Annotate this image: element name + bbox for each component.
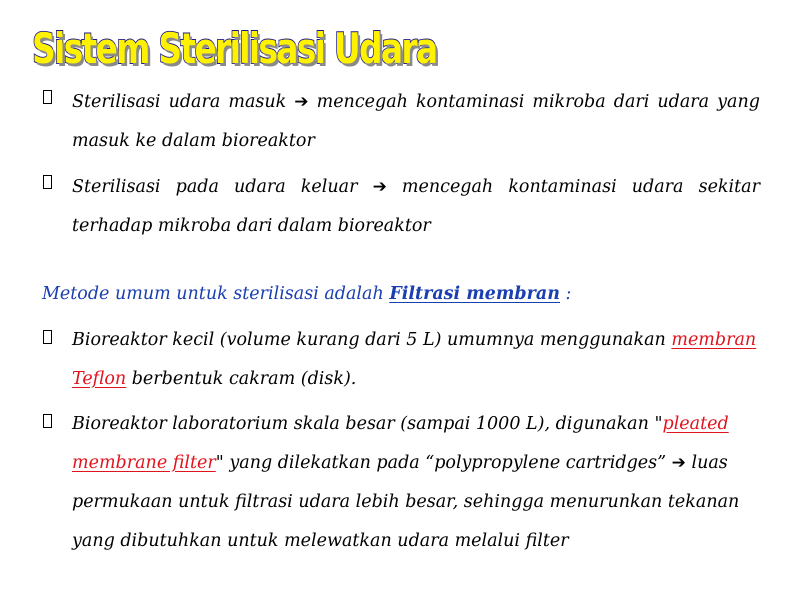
bullet-item-4-rest: luas permukaan untuk filtrasi udara lebih besar, sehingga menurunkan tekanan yang dibutuhkan untuk melewatkan udara melalui filter bbox=[72, 453, 740, 551]
square-bullet-icon bbox=[42, 414, 56, 430]
method-lead: Metode umum untuk sterilisasi adalah bbox=[42, 284, 384, 304]
bullet-item-3-rest: berbentuk cakram (disk). bbox=[131, 369, 357, 389]
bullet-item-2 bbox=[72, 168, 760, 246]
bullet-item-1 bbox=[72, 83, 760, 161]
teflon-membrane-highlight: membran Teflon bbox=[72, 330, 757, 389]
square-bullet-icon bbox=[42, 175, 56, 191]
bullet-item-4-mid: " yang dilekatkan pada “polypropylene cartridges” bbox=[215, 453, 667, 473]
method-colon: : bbox=[565, 284, 572, 304]
right-arrow-icon: ➔ bbox=[294, 92, 309, 112]
slide-title: Sistem Sterilisasi Udara bbox=[32, 25, 437, 74]
bullet-item-3 bbox=[72, 321, 762, 399]
square-bullet-icon bbox=[42, 330, 56, 346]
bullet-item-4-lead: Bioreaktor laboratorium skala besar (sampai 1000 L), digunakan " bbox=[72, 414, 663, 434]
bullet-item-1-rest: mencegah kontaminasi mikroba dari udara yang masuk ke dalam bioreaktor bbox=[72, 92, 760, 151]
square-bullet-icon bbox=[42, 90, 56, 106]
bullet-item-2-rest: mencegah kontaminasi udara sekitar terhadap mikroba dari dalam bioreaktor bbox=[72, 177, 760, 236]
bullet-item-3-lead: Bioreaktor kecil (volume kurang dari 5 L) umumnya menggunakan bbox=[72, 330, 666, 350]
bullet-item-4 bbox=[72, 405, 772, 561]
method-line bbox=[42, 275, 762, 314]
right-arrow-icon: ➔ bbox=[671, 453, 686, 473]
filtration-highlight: Filtrasi membran bbox=[389, 284, 560, 304]
bullet-item-2-lead: Sterilisasi pada udara keluar bbox=[72, 177, 358, 197]
pleated-filter-highlight: pleated membrane filter bbox=[72, 414, 729, 473]
bullet-item-1-lead: Sterilisasi udara masuk bbox=[72, 92, 287, 112]
right-arrow-icon: ➔ bbox=[372, 177, 387, 197]
